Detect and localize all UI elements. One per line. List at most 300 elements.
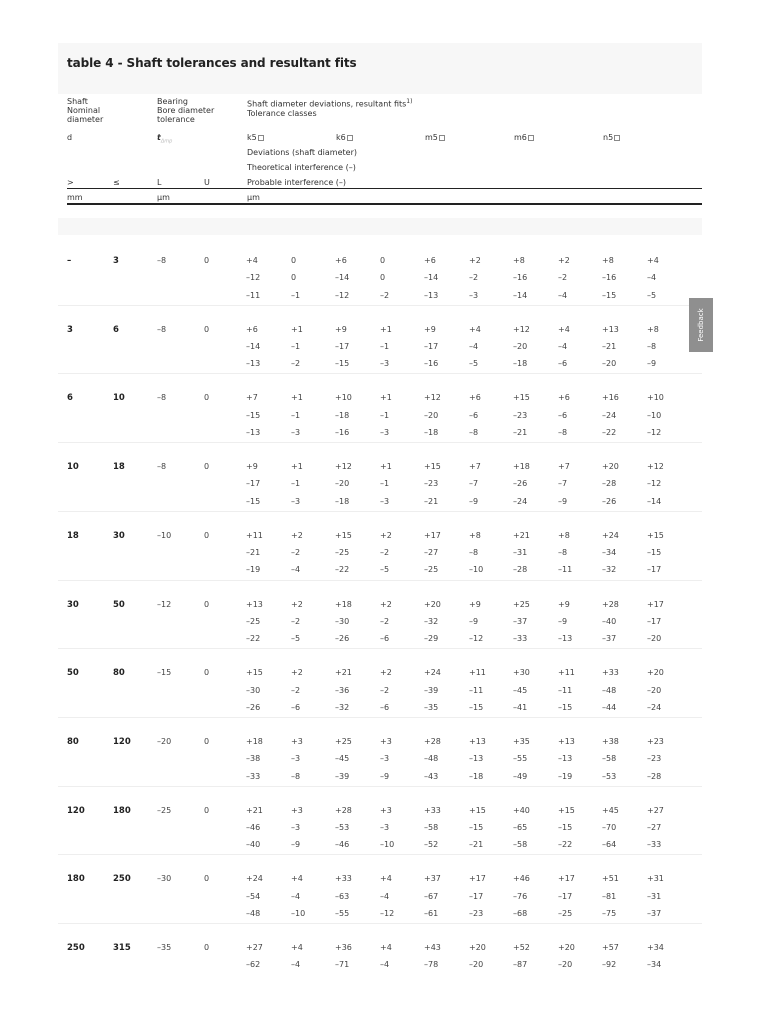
value-cell: –3 xyxy=(291,496,301,506)
value-cell: +20 xyxy=(469,943,486,952)
row-U-cell: 0 xyxy=(204,393,210,403)
value-cell: +6 xyxy=(469,393,481,403)
value-cell: –10 xyxy=(647,410,662,420)
table-body xyxy=(58,235,702,1000)
value-cell: –3 xyxy=(291,428,301,437)
row-U-cell: 0 xyxy=(204,256,210,265)
value-cell: –37 xyxy=(602,634,617,644)
value-cell: –30 xyxy=(335,616,350,626)
value-cell: +11 xyxy=(558,668,575,678)
value-cell: +34 xyxy=(647,943,664,952)
value-cell: –4 xyxy=(380,891,390,901)
value-cell: –28 xyxy=(513,565,528,575)
value-cell: 0 xyxy=(380,256,386,265)
value-cell: +16 xyxy=(602,393,619,403)
value-cell: –7 xyxy=(558,479,568,489)
value-cell: +13 xyxy=(246,599,263,609)
value-cell: +8 xyxy=(558,530,570,540)
row-L-cell: –10 xyxy=(157,530,172,540)
value-cell: +31 xyxy=(647,874,664,884)
value-cell: +4 xyxy=(380,874,392,884)
value-cell: +9 xyxy=(424,324,436,334)
class-k5: k5 xyxy=(247,133,264,142)
value-cell: –12 xyxy=(380,908,395,918)
n5-symbol-icon xyxy=(614,135,620,141)
value-cell: +18 xyxy=(513,462,530,472)
value-cell: –44 xyxy=(602,702,617,712)
value-cell: –12 xyxy=(469,634,484,644)
value-cell: –87 xyxy=(513,960,528,970)
value-cell: –61 xyxy=(424,908,439,918)
value-cell: +9 xyxy=(246,462,258,472)
row-le-cell: 315 xyxy=(113,943,131,953)
header-gt: > xyxy=(67,178,74,187)
row-U-cell: 0 xyxy=(204,462,210,472)
value-cell: –18 xyxy=(424,428,439,437)
value-cell: –38 xyxy=(246,754,261,764)
value-cell: –14 xyxy=(246,342,261,351)
value-cell: +20 xyxy=(424,599,441,609)
value-cell: –26 xyxy=(513,479,528,489)
value-cell: –17 xyxy=(647,616,662,626)
value-cell: +2 xyxy=(380,668,392,678)
value-cell: –18 xyxy=(335,410,350,420)
value-cell: –22 xyxy=(246,634,261,644)
value-cell: –16 xyxy=(424,359,439,369)
value-cell: –24 xyxy=(513,496,528,506)
value-cell: –10 xyxy=(291,908,306,918)
value-cell: +21 xyxy=(513,530,530,540)
value-cell: –24 xyxy=(602,410,617,420)
row-le-cell: 120 xyxy=(113,736,131,747)
value-cell: +4 xyxy=(647,256,659,265)
value-cell: –23 xyxy=(469,908,484,918)
row-le-cell: 50 xyxy=(113,599,125,610)
value-cell: –17 xyxy=(647,565,662,575)
value-cell: –27 xyxy=(647,822,662,832)
value-cell: –16 xyxy=(335,428,350,437)
value-cell: –54 xyxy=(246,891,261,901)
value-cell: +3 xyxy=(291,805,303,815)
value-cell: +28 xyxy=(424,736,441,746)
row-U-cell: 0 xyxy=(204,874,210,884)
value-cell: –12 xyxy=(647,428,662,437)
value-cell: –21 xyxy=(602,342,617,351)
value-cell: –8 xyxy=(647,342,657,351)
value-cell: –58 xyxy=(513,840,528,850)
value-cell: –3 xyxy=(380,359,390,369)
value-cell: –3 xyxy=(380,754,390,764)
value-cell: –20 xyxy=(647,634,662,644)
value-cell: +2 xyxy=(558,256,570,265)
value-cell: +24 xyxy=(424,668,441,678)
value-cell: –2 xyxy=(291,685,301,695)
value-cell: +15 xyxy=(513,393,530,403)
value-cell: +4 xyxy=(291,943,303,952)
value-cell: +2 xyxy=(291,530,303,540)
value-cell: +27 xyxy=(647,805,664,815)
value-cell: –26 xyxy=(246,702,261,712)
class-k6: k6 xyxy=(336,133,353,142)
value-cell: –13 xyxy=(558,754,573,764)
header-U: U xyxy=(204,178,210,187)
value-cell: +11 xyxy=(469,668,486,678)
value-cell: +45 xyxy=(602,805,619,815)
value-cell: +17 xyxy=(647,599,664,609)
value-cell: –46 xyxy=(246,822,261,832)
row-le-cell: 80 xyxy=(113,668,125,679)
row-gt-cell: 10 xyxy=(67,462,79,473)
value-cell: –3 xyxy=(380,496,390,506)
row-divider xyxy=(58,717,702,718)
row-gt-cell: 3 xyxy=(67,324,73,335)
row-gt-cell: 120 xyxy=(67,805,85,816)
value-cell: +4 xyxy=(558,324,570,334)
value-cell: –55 xyxy=(335,908,350,918)
header-gap xyxy=(58,218,702,235)
legend-theoretical: Theoretical interference (–) xyxy=(247,163,356,172)
value-cell: +20 xyxy=(647,668,664,678)
value-cell: +3 xyxy=(380,805,392,815)
value-cell: –12 xyxy=(246,273,261,283)
row-le-cell: 30 xyxy=(113,530,125,541)
value-cell: +57 xyxy=(602,943,619,952)
value-cell: –53 xyxy=(335,822,350,832)
value-cell: +12 xyxy=(335,462,352,472)
row-le-cell: 18 xyxy=(113,462,125,473)
row-le-cell: 180 xyxy=(113,805,131,816)
value-cell: –4 xyxy=(558,342,568,351)
row-gt-cell: 30 xyxy=(67,599,79,610)
value-cell: +12 xyxy=(424,393,441,403)
value-cell: –15 xyxy=(602,290,617,300)
value-cell: –1 xyxy=(291,290,301,300)
value-cell: –28 xyxy=(647,771,662,781)
value-cell: –6 xyxy=(380,702,390,712)
value-cell: –37 xyxy=(513,616,528,626)
row-le-cell: 3 xyxy=(113,256,119,266)
value-cell: –32 xyxy=(602,565,617,575)
value-cell: +10 xyxy=(335,393,352,403)
value-cell: +2 xyxy=(380,599,392,609)
value-cell: –45 xyxy=(335,754,350,764)
value-cell: +15 xyxy=(246,668,263,678)
value-cell: –36 xyxy=(335,685,350,695)
value-cell: –20 xyxy=(335,479,350,489)
value-cell: +1 xyxy=(291,462,303,472)
value-cell: –22 xyxy=(335,565,350,575)
value-cell: –20 xyxy=(558,960,573,970)
value-cell: –17 xyxy=(335,342,350,351)
value-cell: –6 xyxy=(558,359,568,369)
value-cell: +9 xyxy=(469,599,481,609)
value-cell: –5 xyxy=(380,565,390,575)
value-cell: –26 xyxy=(335,634,350,644)
value-cell: +15 xyxy=(558,805,575,815)
value-cell: +1 xyxy=(291,393,303,403)
value-cell: –17 xyxy=(246,479,261,489)
value-cell: –81 xyxy=(602,891,617,901)
header-d-symbol: d xyxy=(67,133,73,142)
value-cell: –1 xyxy=(380,342,390,351)
class-m5: m5 xyxy=(425,133,445,142)
value-cell: +2 xyxy=(291,668,303,678)
value-cell: –4 xyxy=(558,290,568,300)
row-L-cell: –30 xyxy=(157,874,172,884)
value-cell: –16 xyxy=(602,273,617,283)
value-cell: –48 xyxy=(246,908,261,918)
value-cell: –13 xyxy=(246,359,261,369)
value-cell: +1 xyxy=(380,393,392,403)
value-cell: 0 xyxy=(291,256,297,265)
value-cell: –18 xyxy=(513,359,528,369)
row-divider xyxy=(58,442,702,443)
value-cell: –8 xyxy=(469,548,479,558)
value-cell: –26 xyxy=(602,496,617,506)
value-cell: –25 xyxy=(246,616,261,626)
row-gt-cell: 50 xyxy=(67,668,79,679)
value-cell: –6 xyxy=(469,410,479,420)
value-cell: +2 xyxy=(291,599,303,609)
legend-probable: Probable interference (–) xyxy=(247,178,347,187)
value-cell: +18 xyxy=(335,599,352,609)
value-cell: +1 xyxy=(380,462,392,472)
value-cell: –1 xyxy=(380,410,390,420)
value-cell: –49 xyxy=(513,771,528,781)
row-gt-cell: – xyxy=(67,256,72,266)
row-L-cell: –8 xyxy=(157,393,167,403)
row-divider xyxy=(58,648,702,649)
value-cell: –33 xyxy=(513,634,528,644)
value-cell: +15 xyxy=(424,462,441,472)
value-cell: –64 xyxy=(602,840,617,850)
value-cell: +12 xyxy=(647,462,664,472)
value-cell: –23 xyxy=(513,410,528,420)
value-cell: –37 xyxy=(647,908,662,918)
row-gt-cell: 180 xyxy=(67,874,85,885)
value-cell: +7 xyxy=(558,462,570,472)
value-cell: +36 xyxy=(335,943,352,952)
value-cell: –14 xyxy=(424,273,439,283)
row-U-cell: 0 xyxy=(204,668,210,678)
row-le-cell: 6 xyxy=(113,324,119,335)
value-cell: –2 xyxy=(380,548,390,558)
feedback-label: Feedback xyxy=(697,308,705,342)
value-cell: +30 xyxy=(513,668,530,678)
value-cell: –5 xyxy=(647,290,657,300)
value-cell: +6 xyxy=(335,256,347,265)
value-cell: –20 xyxy=(602,359,617,369)
value-cell: +9 xyxy=(558,599,570,609)
value-cell: –32 xyxy=(424,616,439,626)
row-L-cell: –12 xyxy=(157,599,172,609)
value-cell: –25 xyxy=(424,565,439,575)
value-cell: –25 xyxy=(335,548,350,558)
row-gt-cell: 6 xyxy=(67,393,73,404)
value-cell: +3 xyxy=(380,736,392,746)
row-L-cell: –15 xyxy=(157,668,172,678)
header-rule-thin xyxy=(67,188,702,189)
value-cell: –14 xyxy=(335,273,350,283)
header-t-symbol: $t_{\Delta mp}$ xyxy=(157,133,173,145)
value-cell: –10 xyxy=(380,840,395,850)
value-cell: –58 xyxy=(602,754,617,764)
value-cell: –8 xyxy=(558,428,568,437)
value-cell: –39 xyxy=(335,771,350,781)
value-cell: –15 xyxy=(469,822,484,832)
value-cell: +24 xyxy=(602,530,619,540)
value-cell: –13 xyxy=(469,754,484,764)
value-cell: –24 xyxy=(647,702,662,712)
value-cell: –9 xyxy=(558,496,568,506)
value-cell: +20 xyxy=(602,462,619,472)
value-cell: –11 xyxy=(558,565,573,575)
value-cell: –34 xyxy=(602,548,617,558)
value-cell: +24 xyxy=(246,874,263,884)
row-divider xyxy=(58,511,702,512)
value-cell: –13 xyxy=(424,290,439,300)
value-cell: +13 xyxy=(558,736,575,746)
row-L-cell: –35 xyxy=(157,943,172,952)
class-n5: n5 xyxy=(603,133,620,142)
value-cell: +7 xyxy=(469,462,481,472)
value-cell: –43 xyxy=(424,771,439,781)
value-cell: –5 xyxy=(469,359,479,369)
value-cell: –20 xyxy=(424,410,439,420)
value-cell: +17 xyxy=(424,530,441,540)
row-divider xyxy=(58,786,702,787)
value-cell: +4 xyxy=(469,324,481,334)
unit-um-tolerance: µm xyxy=(157,193,170,202)
row-L-cell: –20 xyxy=(157,736,172,746)
value-cell: –67 xyxy=(424,891,439,901)
value-cell: +33 xyxy=(424,805,441,815)
feedback-tab[interactable] xyxy=(689,298,713,352)
header-le: ≤ xyxy=(113,178,120,187)
value-cell: –2 xyxy=(469,273,479,283)
value-cell: +9 xyxy=(335,324,347,334)
value-cell: –6 xyxy=(558,410,568,420)
value-cell: –40 xyxy=(602,616,617,626)
value-cell: +18 xyxy=(246,736,263,746)
value-cell: –11 xyxy=(558,685,573,695)
value-cell: +37 xyxy=(424,874,441,884)
value-cell: –4 xyxy=(291,960,301,970)
value-cell: –9 xyxy=(291,840,301,850)
value-cell: +8 xyxy=(513,256,525,265)
value-cell: –33 xyxy=(647,840,662,850)
value-cell: +15 xyxy=(335,530,352,540)
row-U-cell: 0 xyxy=(204,530,210,540)
table-title: table 4 - Shaft tolerances and resultant fits xyxy=(67,56,357,70)
value-cell: –8 xyxy=(291,771,301,781)
value-cell: +4 xyxy=(291,874,303,884)
m6-symbol-icon xyxy=(528,135,534,141)
row-L-cell: –25 xyxy=(157,805,172,815)
value-cell: +46 xyxy=(513,874,530,884)
value-cell: +20 xyxy=(558,943,575,952)
value-cell: –20 xyxy=(647,685,662,695)
value-cell: +1 xyxy=(380,324,392,334)
unit-mm: mm xyxy=(67,193,83,202)
row-divider xyxy=(58,854,702,855)
value-cell: –23 xyxy=(424,479,439,489)
value-cell: –55 xyxy=(513,754,528,764)
value-cell: –6 xyxy=(380,634,390,644)
value-cell: –11 xyxy=(246,290,261,300)
row-U-cell: 0 xyxy=(204,324,210,334)
value-cell: –48 xyxy=(602,685,617,695)
value-cell: +3 xyxy=(291,736,303,746)
value-cell: –13 xyxy=(558,634,573,644)
value-cell: –18 xyxy=(335,496,350,506)
value-cell: –1 xyxy=(291,410,301,420)
value-cell: –3 xyxy=(469,290,479,300)
value-cell: –70 xyxy=(602,822,617,832)
unit-um-deviations: µm xyxy=(247,193,260,202)
value-cell: –16 xyxy=(513,273,528,283)
value-cell: –2 xyxy=(291,359,301,369)
value-cell: –4 xyxy=(291,891,301,901)
value-cell: –27 xyxy=(424,548,439,558)
value-cell: –18 xyxy=(469,771,484,781)
value-cell: –5 xyxy=(291,634,301,644)
value-cell: –15 xyxy=(647,548,662,558)
value-cell: –21 xyxy=(513,428,528,437)
value-cell: –2 xyxy=(291,616,301,626)
value-cell: –34 xyxy=(647,960,662,970)
legend-deviations: Deviations (shaft diameter) xyxy=(247,148,357,157)
value-cell: –78 xyxy=(424,960,439,970)
row-le-cell: 10 xyxy=(113,393,125,404)
k6-symbol-icon xyxy=(347,135,353,141)
value-cell: –75 xyxy=(602,908,617,918)
value-cell: +28 xyxy=(335,805,352,815)
value-cell: –33 xyxy=(246,771,261,781)
value-cell: –14 xyxy=(647,496,662,506)
value-cell: –6 xyxy=(291,702,301,712)
value-cell: +13 xyxy=(602,324,619,334)
value-cell: +51 xyxy=(602,874,619,884)
table-panel xyxy=(58,43,702,1000)
value-cell: –20 xyxy=(469,960,484,970)
value-cell: –68 xyxy=(513,908,528,918)
value-cell: –2 xyxy=(380,290,390,300)
value-cell: –76 xyxy=(513,891,528,901)
value-cell: –31 xyxy=(647,891,662,901)
value-cell: +1 xyxy=(291,324,303,334)
value-cell: +13 xyxy=(469,736,486,746)
header-bearing-label: Bearing Bore diameter tolerance xyxy=(157,97,215,124)
value-cell: –31 xyxy=(513,548,528,558)
value-cell: –21 xyxy=(469,840,484,850)
value-cell: +15 xyxy=(647,530,664,540)
value-cell: +12 xyxy=(513,324,530,334)
value-cell: +25 xyxy=(335,736,352,746)
value-cell: –8 xyxy=(469,428,479,437)
value-cell: –35 xyxy=(424,702,439,712)
value-cell: –15 xyxy=(246,410,261,420)
value-cell: –41 xyxy=(513,702,528,712)
value-cell: –1 xyxy=(291,479,301,489)
value-cell: +43 xyxy=(424,943,441,952)
value-cell: –11 xyxy=(469,685,484,695)
value-cell: –40 xyxy=(246,840,261,850)
value-cell: –15 xyxy=(558,822,573,832)
value-cell: +38 xyxy=(602,736,619,746)
value-cell: –15 xyxy=(246,496,261,506)
row-divider xyxy=(58,580,702,581)
